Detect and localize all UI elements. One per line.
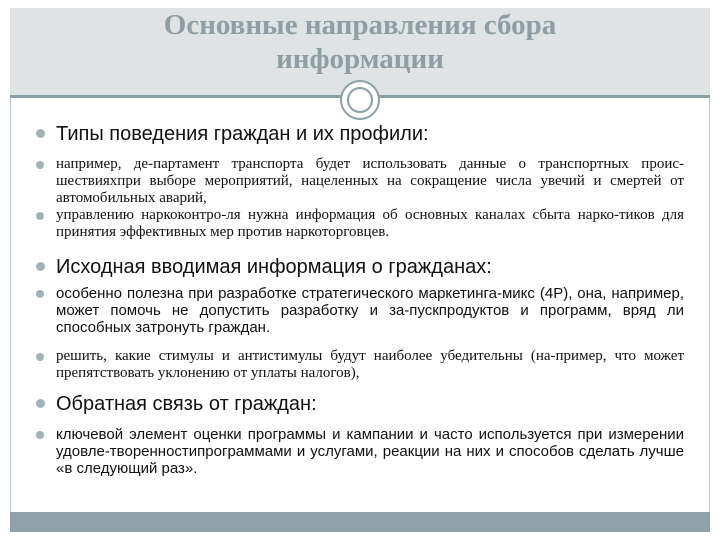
heading-text: Исходная вводимая информация о гражданах: bbox=[56, 256, 492, 278]
bullet-icon bbox=[36, 353, 44, 361]
section-heading-input-info bbox=[16, 255, 684, 279]
bullet-icon bbox=[36, 161, 44, 169]
section-heading-feedback bbox=[16, 392, 684, 416]
bullet-icon bbox=[36, 431, 44, 439]
footer-bar bbox=[10, 512, 710, 532]
list-item: например, де-партамент транспорта будет использовать данные о транспортных проис-шествияхпри выборе мероприятий, нацеленных на сокращение числа увечий и смертей от автомобильных аварий, bbox=[16, 156, 684, 207]
section-heading-profiles bbox=[16, 122, 684, 146]
list-item: ключевой элемент оценки программы и кампании и часто используется при измерении удовле-творенностипрограммами и услугами, реакции на них и способов сделать лучше «в следующий раз». bbox=[16, 426, 684, 477]
circle-ornament-icon bbox=[340, 80, 380, 120]
heading-text: Обратная связь от граждан: bbox=[56, 393, 317, 415]
list-item: решить, какие стимулы и антистимулы будут наиболее убедительны (на-пример, что может препятствовать уклонению от уплаты налогов), bbox=[16, 348, 684, 382]
list-item: управлению наркоконтро-ля нужна информация об основных каналах сбыта нарко-тиков для принятия эффективных мер против наркоторговцев. bbox=[16, 207, 684, 241]
bullet-icon bbox=[36, 290, 44, 298]
bullet-icon bbox=[36, 262, 45, 271]
bullet-icon bbox=[36, 129, 45, 138]
bullet-icon bbox=[36, 212, 44, 220]
title-line-1: Основные направления сбора bbox=[163, 9, 557, 41]
title-line-2: информации bbox=[276, 43, 444, 75]
slide-content bbox=[16, 122, 684, 477]
list-item: особенно полезна при разработке стратегического маркетинга-микс (4Р), она, например, может помочь не допустить разработку и за-пускпродуктов и программ, вряд ли способных затронуть граждан. bbox=[16, 285, 684, 336]
slide-title bbox=[10, 8, 710, 76]
bullet-icon bbox=[36, 399, 45, 408]
heading-text: Типы поведения граждан и их профили: bbox=[56, 123, 429, 145]
